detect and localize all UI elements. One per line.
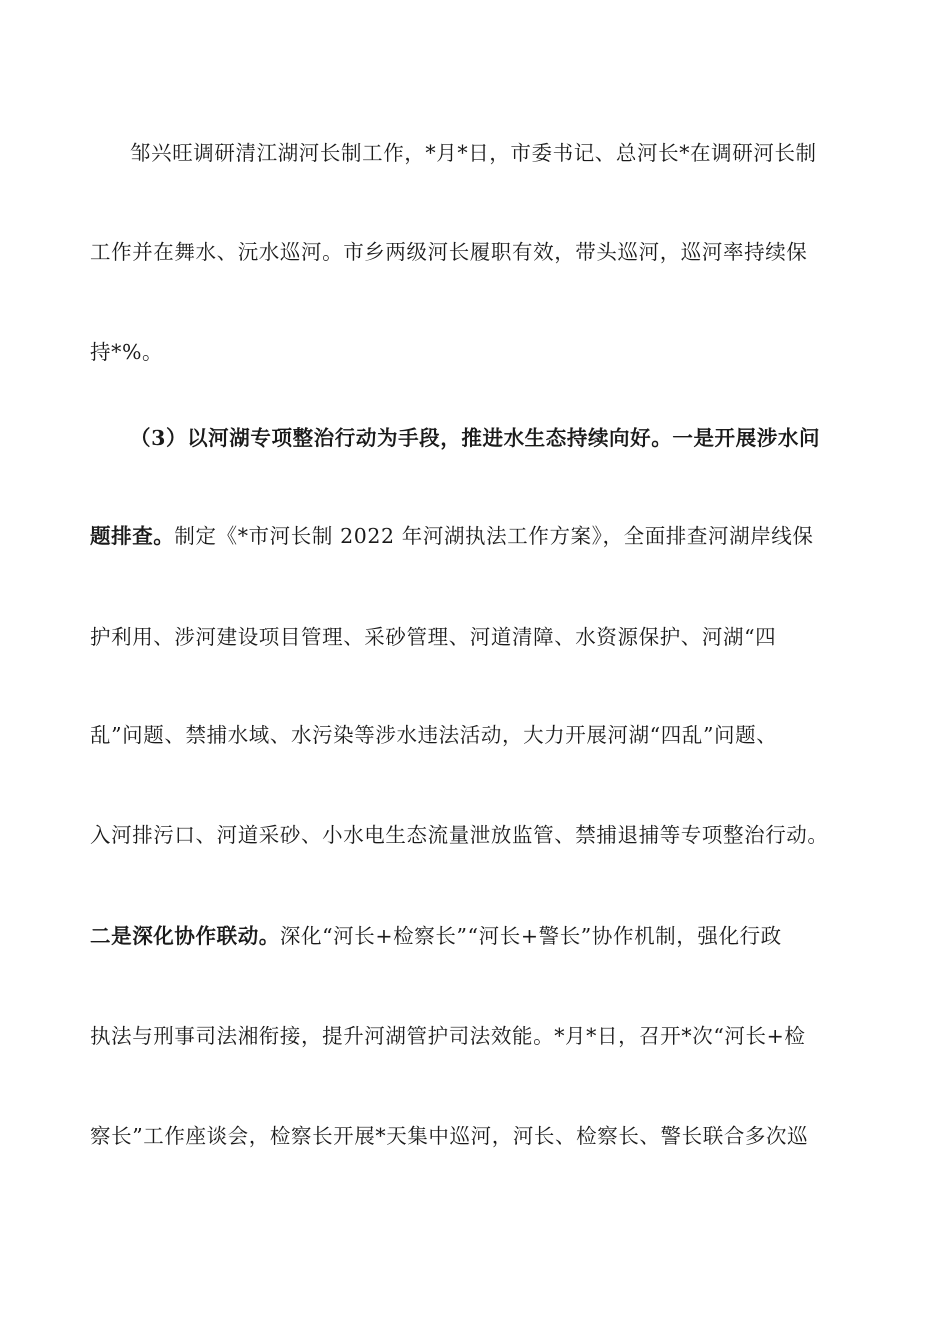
- text-segment: 执法与刑事司法湘衔接，提升河湖管护司法效能。*月*日，召开*次“河长+检: [90, 1024, 806, 1048]
- text-segment: 护利用、涉河建设项目管理、采砂管理、河道清障、水资源保护、河湖“四: [90, 625, 777, 649]
- text-segment: 深化“河长+检察长”“河长+警长”协作机制，强化行政: [279, 924, 782, 948]
- paragraph-line: [90, 1121, 880, 1151]
- paragraph-line: [90, 921, 880, 951]
- text-segment: 乱”问题、禁捕水域、水污染等涉水违法活动，大力开展河湖“四乱”问题、: [90, 723, 778, 747]
- paragraph-line: [130, 138, 880, 168]
- paragraph-line: [90, 521, 880, 551]
- bold-lead: 二是深化协作联动。: [90, 924, 280, 948]
- paragraph-line: [90, 337, 880, 367]
- paragraph-line: [90, 237, 880, 267]
- paragraph-line: [90, 1021, 880, 1051]
- text-segment: 察长”工作座谈会，检察长开展*天集中巡河，河长、检察长、警长联合多次巡: [90, 1124, 809, 1148]
- text-segment: 邹兴旺调研清江湖河长制工作，*月*日，市委书记、总河长*在调研河长制: [130, 141, 817, 165]
- text-segment: 工作并在舞水、沅水巡河。市乡两级河长履职有效，带头巡河，巡河率持续保: [90, 240, 808, 264]
- text-segment: 入河排污口、河道采砂、小水电生态流量泄放监管、禁捕退捕等专项整治行动。: [90, 823, 829, 847]
- paragraph-line: [90, 720, 880, 750]
- text-segment: 持*%。: [90, 340, 164, 364]
- text-segment: 制定《*市河长制 2022 年河湖执法工作方案》，全面排查河湖岸线保: [174, 524, 814, 548]
- section-heading: （3）以河湖专项整治行动为手段，推进水生态持续向好。一是开展涉水问: [130, 426, 821, 450]
- paragraph-line: [90, 622, 880, 652]
- paragraph-line: [90, 820, 880, 850]
- bold-lead: 题排查。: [90, 524, 175, 548]
- section-heading-line: [130, 423, 880, 453]
